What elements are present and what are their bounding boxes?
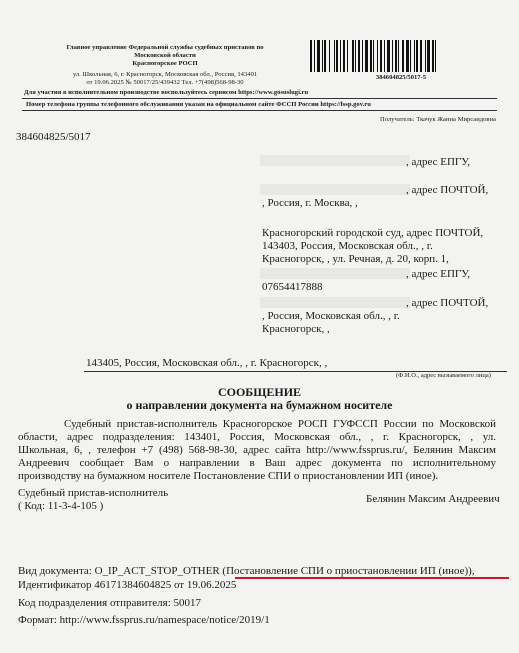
signature-name: Белянин Максим Андреевич xyxy=(366,493,500,505)
phone-note: Номер телефона группы телефонного обслуживания указан на официальном сайте ФССП России https://fssp.gov.ru xyxy=(26,101,371,108)
signature-code: ( Код: 11-3-4-105 ) xyxy=(18,500,104,512)
org-line-3: Красногорское РОСП xyxy=(132,60,198,67)
barcode-number: 384604825/5017-5 xyxy=(375,74,427,81)
barcode-bar xyxy=(373,40,374,72)
redaction-3 xyxy=(260,268,410,279)
redaction-1 xyxy=(260,155,410,166)
barcode xyxy=(310,40,492,72)
address-line-2: от 19.06.2025 № 50017/25/439432 Тел. +7(498)568-98-30 xyxy=(86,79,244,86)
barcode-bar xyxy=(435,40,436,72)
barcode-bar xyxy=(355,40,356,72)
document-title: СООБЩЕНИЕ xyxy=(217,385,302,399)
body-line: Андреевич сообщает Вам о направлении в Ваш адрес документа по исполнительному xyxy=(18,457,496,469)
body-line: производству на бумажном носителе Постановление СПИ о приостановлении ИП (иное). xyxy=(18,470,439,482)
summoned-label: (Ф.И.О., адрес вызываемого лица) xyxy=(396,372,491,379)
body-line: Судебный пристав-исполнитель Красногорское РОСП ГУФССП России по Московской xyxy=(64,418,496,430)
org-address xyxy=(30,71,300,87)
red-underline xyxy=(235,577,509,579)
barcode-bar xyxy=(387,40,390,72)
case-number: 384604825/5017 xyxy=(16,131,91,143)
barcode-bar xyxy=(395,40,397,72)
barcode-bar xyxy=(392,40,393,72)
barcode-bar xyxy=(334,40,335,72)
message-body xyxy=(18,418,496,483)
barcode-bar xyxy=(427,40,430,72)
doc-type: Вид документа: O_IP_ACT_STOP_OTHER (Постановление СПИ о приостановлении ИП (иное)), xyxy=(18,565,475,577)
barcode-bar xyxy=(370,40,372,72)
org-line-2: Московской области xyxy=(134,52,196,59)
court-line-3: Красногорск, , ул. Речная, д. 20, корп. 1, xyxy=(262,253,449,265)
barcode-bar xyxy=(340,40,341,72)
barcode-bar xyxy=(343,40,345,72)
barcode-bar xyxy=(365,40,368,72)
addressee-line-6: , адрес ПОЧТОЙ, xyxy=(406,297,489,309)
recipient: Получатель: Ткачук Жанна Мирсаидовна xyxy=(380,116,496,123)
barcode-bar xyxy=(402,40,404,72)
addressee-line-8: Красногорск, , xyxy=(262,323,330,335)
barcode-bar xyxy=(398,40,399,72)
barcode-bar xyxy=(425,40,426,72)
barcode-bar xyxy=(432,40,434,72)
barcode-bar xyxy=(322,40,323,72)
org-name xyxy=(30,44,300,68)
barcode-bar xyxy=(414,40,415,72)
redaction-2 xyxy=(260,184,410,195)
address-line-1: ул. Школьная, 6, г. Красногорск, Московская обл., Россия, 143401 xyxy=(72,71,258,78)
barcode-bar xyxy=(310,40,312,72)
format: Формат: http://www.fssprus.ru/namespace/notice/2019/1 xyxy=(18,614,270,626)
document-subtitle: о направлении документа на бумажном носителе xyxy=(126,398,393,412)
barcode-bar xyxy=(380,40,382,72)
dept-code: Код подразделения отправителя: 50017 xyxy=(18,597,202,609)
barcode-bar xyxy=(347,40,348,72)
barcode-bar xyxy=(358,40,360,72)
addressee-line-4: , адрес ЕПГУ, xyxy=(406,268,471,280)
court-line-2: 143403, Россия, Московская обл., , г. xyxy=(262,240,433,252)
barcode-bar xyxy=(329,40,330,72)
addressee-line-2: , адрес ПОЧТОЙ, xyxy=(406,184,489,196)
identifier: Идентификатор 46171384604825 от 19.06.2025 xyxy=(18,579,237,591)
gosuslugi-note: Для участия в исполнительном производстве воспользуйтесь сервисом https://www.gosuslugi.ru xyxy=(24,89,309,96)
barcode-bar xyxy=(416,40,418,72)
body-line: Школьная, 6, , телефон +7 (498) 568-98-30, адрес сайта http://www.fssprus.ru/, Белянин Максим xyxy=(18,444,496,456)
barcode-bar xyxy=(384,40,385,72)
barcode-bar xyxy=(362,40,363,72)
summoned-address: 143405, Россия, Московская обл., , г. Красногорск, , xyxy=(86,357,328,369)
signature-role: Судебный пристав-исполнитель xyxy=(18,487,169,499)
addressee-line-3: , Россия, г. Москва, , xyxy=(262,197,358,209)
header-rule-2 xyxy=(22,110,497,111)
addressee-line-7: , Россия, Московская обл., , г. xyxy=(262,310,400,322)
barcode-bar xyxy=(420,40,422,72)
barcode-bar xyxy=(410,40,411,72)
barcode-bar xyxy=(377,40,378,72)
court-line-1: Красногорский городской суд, адрес ПОЧТОЙ, xyxy=(262,227,484,239)
barcode-bar xyxy=(317,40,320,72)
header-rule-1 xyxy=(22,98,497,99)
addressee-line-5: 07654417888 xyxy=(262,281,323,293)
barcode-bar xyxy=(406,40,409,72)
barcode-bar xyxy=(314,40,315,72)
barcode-bar xyxy=(352,40,354,72)
barcode-bar xyxy=(336,40,338,72)
body-line: области, адрес подразделения: 143401, Россия, Московская обл., , г. Красногорск, , ул. xyxy=(18,431,496,443)
org-line-1: Главное управление Федеральной службы судебных приставов по xyxy=(66,44,264,51)
addressee-line-1: , адрес ЕПГУ, xyxy=(406,156,471,168)
redaction-4 xyxy=(260,297,410,308)
barcode-bar xyxy=(324,40,326,72)
